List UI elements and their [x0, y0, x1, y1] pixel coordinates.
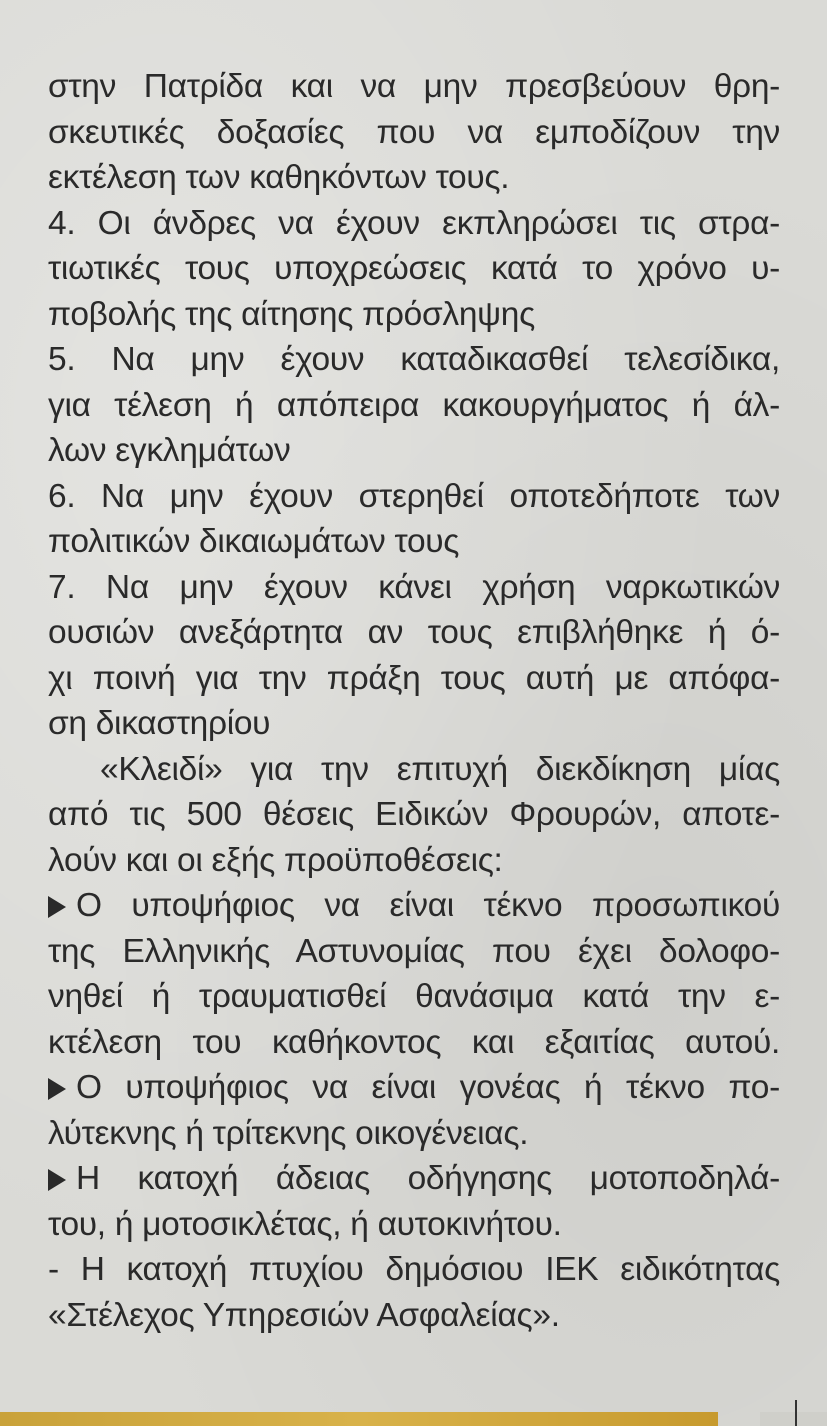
triangle-right-icon	[48, 896, 66, 918]
article-line: εκτέλεση των καθηκόντων τους.	[48, 159, 510, 196]
article-line: νηθεί ή τραυματισθεί θανάσιμα κατά την ε-	[48, 978, 780, 1015]
bullet-text: Ο υποψήφιος να είναι τέκνο προσωπικού	[76, 887, 780, 924]
article-line: ποβολής της αίτησης πρόσληψης	[48, 295, 535, 333]
bullet-text: Η κατοχή άδειας οδήγησης μοτοποδηλά-	[76, 1160, 780, 1197]
list-item-7: 7. Να μην έχουν κάνει χρήση ναρκωτικών	[48, 568, 780, 606]
list-item-6: 6. Να μην έχουν στερηθεί οποτεδήποτε των	[48, 477, 780, 515]
article-line: τιωτικές τους υποχρεώσεις κατά το χρόνο υ-	[48, 250, 780, 287]
bullet-item	[48, 1065, 780, 1111]
article-line: για τέλεση ή απόπειρα κακουργήματος ή άλ-	[48, 386, 780, 424]
article-line: σκευτικές δοξασίες που να εμποδίζουν την	[48, 113, 780, 151]
column-rule	[795, 1400, 797, 1426]
list-item-4: 4. Οι άνδρες να έχουν εκπληρώσει τις στρα-	[48, 204, 780, 242]
article-line: της Ελληνικής Αστυνομίας που έχει δολοφο-	[48, 932, 780, 970]
article-line: λύτεκνης ή τρίτεκνης οικογένειας.	[48, 1114, 529, 1152]
article-column	[48, 64, 780, 1338]
article-line: κτέλεση του καθήκοντος και εξαιτίας αυτού.	[48, 1023, 780, 1061]
article-line: «Στέλεχος Υπηρεσιών Ασφαλείας».	[48, 1296, 560, 1334]
bullet-item	[48, 1156, 780, 1202]
bottom-edge-gap	[760, 1412, 827, 1426]
article-line: λων εγκλημάτων	[48, 432, 291, 469]
article-line: χι ποινή για την πράξη τους αυτή με απόφα-	[48, 659, 780, 697]
article-line: πολιτικών δικαιωμάτων τους	[48, 523, 460, 560]
bullet-item	[48, 883, 780, 929]
triangle-right-icon	[48, 1169, 66, 1191]
article-line: λούν και οι εξής προϋποθέσεις:	[48, 841, 503, 879]
article-line: ουσιών ανεξάρτητα αν τους επιβλήθηκε ή ό-	[48, 614, 780, 651]
article-line: από τις 500 θέσεις Ειδικών Φρουρών, αποτε-	[48, 796, 780, 833]
article-line: στην Πατρίδα και να μην πρεσβεύουν θρη-	[48, 68, 780, 105]
triangle-right-icon	[48, 1078, 66, 1100]
list-item-5: 5. Να μην έχουν καταδικασθεί τελεσίδικα,	[48, 341, 780, 378]
yellow-bottom-stripe	[0, 1412, 718, 1426]
article-line: του, ή μοτοσικλέτας, ή αυτοκινήτου.	[48, 1205, 562, 1243]
dash-item: - Η κατοχή πτυχίου δημόσιου ΙΕΚ ειδικότητας	[48, 1251, 780, 1288]
article-line: ση δικαστηρίου	[48, 705, 271, 742]
bullet-text: Ο υποψήφιος να είναι γονέας ή τέκνο πο-	[76, 1069, 780, 1106]
paragraph-kleidi: «Κλειδί» για την επιτυχή διεκδίκηση μίας	[100, 750, 780, 788]
